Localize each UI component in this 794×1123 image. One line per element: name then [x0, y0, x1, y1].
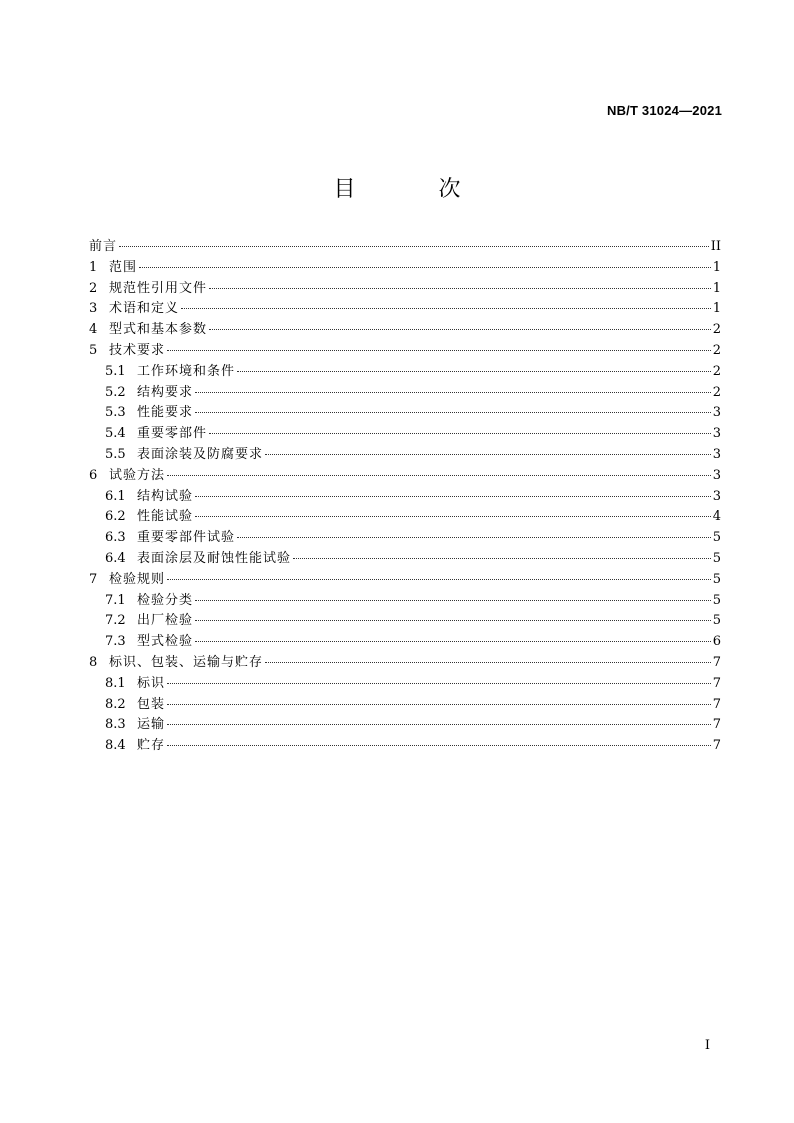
toc-entry[interactable]	[89, 507, 721, 528]
toc-entry[interactable]	[89, 341, 721, 362]
toc-entry-number: 6.3	[105, 530, 126, 546]
toc-entry-label: 表面涂装及防腐要求	[137, 446, 264, 462]
toc-leader-dots	[167, 683, 711, 684]
toc-leader-dots	[167, 745, 711, 746]
toc-entry-label: 试验方法	[109, 467, 166, 483]
toc-entry-number: 8.4	[105, 738, 126, 754]
toc-entry-page: 5	[712, 550, 721, 566]
toc-entry-page: 3	[712, 488, 721, 504]
toc-leader-dots	[237, 371, 711, 372]
page-number: I	[704, 1038, 710, 1053]
toc-entry-label: 标识、包装、运输与贮存	[109, 654, 264, 670]
toc-entry-page: 7	[712, 738, 721, 754]
toc-leader-dots	[195, 392, 711, 393]
toc-entry-page: 7	[712, 654, 721, 670]
toc-entry-label: 检验分类	[137, 592, 194, 608]
toc-entry-number: 2	[89, 280, 98, 296]
toc-entry-page: II	[710, 239, 721, 254]
toc-entry-label: 出厂检验	[137, 613, 194, 629]
toc-entry-page: 3	[712, 467, 721, 483]
toc-leader-dots	[265, 662, 711, 663]
toc-entry-label: 结构试验	[137, 488, 194, 504]
toc-entry-label: 规范性引用文件	[109, 280, 208, 296]
toc-entry[interactable]	[89, 403, 721, 424]
toc-entry[interactable]	[89, 383, 721, 404]
toc-entry-page: 1	[712, 301, 721, 317]
toc-entry-page: 2	[712, 322, 721, 338]
page-title: 目 次	[333, 177, 499, 202]
toc-entry-label: 技术要求	[109, 342, 166, 358]
toc-entry-page: 5	[712, 571, 721, 587]
toc-entry[interactable]	[89, 258, 721, 279]
toc-entry-number: 8.3	[105, 717, 126, 733]
toc-entry-label: 贮存	[137, 738, 166, 754]
toc-entry[interactable]	[89, 487, 721, 508]
toc-entry-label: 运输	[137, 717, 166, 733]
toc-entry-label: 性能要求	[137, 405, 194, 421]
toc-entry-label: 工作环境和条件	[137, 363, 236, 379]
toc-entry[interactable]	[89, 736, 721, 757]
toc-entry[interactable]	[89, 320, 721, 341]
toc-leader-dots	[195, 600, 711, 601]
toc-entry[interactable]	[89, 237, 721, 258]
toc-entry[interactable]	[89, 715, 721, 736]
toc-entry[interactable]	[89, 653, 721, 674]
toc-entry-label: 结构要求	[137, 384, 194, 400]
toc-entry-label: 重要零部件	[137, 426, 208, 442]
toc-entry-label: 表面涂层及耐蚀性能试验	[137, 550, 292, 566]
toc-leader-dots	[195, 516, 711, 517]
toc-entry-number: 6.2	[105, 509, 126, 525]
toc-entry-label: 范围	[109, 259, 138, 275]
toc-entry-page: 1	[712, 280, 721, 296]
toc-entry[interactable]	[89, 549, 721, 570]
toc-entry-page: 2	[712, 342, 721, 358]
toc-entry[interactable]	[89, 611, 721, 632]
toc-leader-dots	[167, 350, 711, 351]
toc-entry-label: 术语和定义	[109, 301, 180, 317]
toc-entry[interactable]	[89, 466, 721, 487]
toc-entry-number: 1	[89, 259, 98, 275]
toc-entry-page: 1	[712, 259, 721, 275]
toc-entry-number: 5.2	[105, 384, 126, 400]
toc-entry-page: 7	[712, 717, 721, 733]
toc-entry[interactable]	[89, 695, 721, 716]
toc-entry[interactable]	[89, 445, 721, 466]
toc-entry-number: 8.1	[105, 675, 126, 691]
toc-entry-label: 重要零部件试验	[137, 530, 236, 546]
toc-entry-page: 4	[712, 509, 721, 525]
toc-entry[interactable]	[89, 299, 721, 320]
toc-entry-label: 检验规则	[109, 571, 166, 587]
toc-entry-page: 7	[712, 675, 721, 691]
toc-entry-label: 型式和基本参数	[109, 322, 208, 338]
toc-entry[interactable]	[89, 570, 721, 591]
toc-entry[interactable]	[89, 674, 721, 695]
toc-entry-number: 5.1	[105, 363, 126, 379]
toc-entry-number: 8	[89, 654, 98, 670]
toc-leader-dots	[195, 641, 711, 642]
toc-leader-dots	[139, 267, 711, 268]
toc-entry-label: 型式检验	[137, 634, 194, 650]
toc-leader-dots	[209, 329, 711, 330]
toc-entry[interactable]	[89, 279, 721, 300]
toc-leader-dots	[195, 412, 711, 413]
toc-entry-number: 7.1	[105, 592, 126, 608]
toc-leader-dots	[195, 496, 711, 497]
toc-leader-dots	[181, 308, 711, 309]
toc-entry-label: 性能试验	[137, 509, 194, 525]
toc-entry-page: 6	[712, 634, 721, 650]
toc-entry[interactable]	[89, 591, 721, 612]
table-of-contents	[89, 237, 721, 757]
toc-leader-dots	[167, 579, 711, 580]
toc-entry-number: 7.3	[105, 634, 126, 650]
toc-leader-dots	[209, 288, 711, 289]
toc-entry[interactable]	[89, 424, 721, 445]
toc-entry-label: 包装	[137, 696, 166, 712]
toc-entry-number: 4	[89, 322, 98, 338]
standard-code: NB/T 31024—2021	[606, 103, 722, 118]
toc-leader-dots	[167, 475, 711, 476]
toc-entry-number: 3	[89, 301, 98, 317]
toc-entry-number: 5.5	[105, 446, 126, 462]
toc-leader-dots	[293, 558, 711, 559]
toc-leader-dots	[167, 724, 711, 725]
toc-entry-number: 6.1	[105, 488, 126, 504]
toc-leader-dots	[209, 433, 711, 434]
toc-entry-page: 7	[712, 696, 721, 712]
toc-leader-dots	[237, 537, 711, 538]
toc-entry-number: 7.2	[105, 613, 126, 629]
toc-entry-label: 前言	[89, 239, 118, 254]
toc-entry[interactable]	[89, 528, 721, 549]
toc-entry[interactable]	[89, 632, 721, 653]
toc-entry-number: 6	[89, 467, 98, 483]
toc-entry-page: 3	[712, 446, 721, 462]
toc-leader-dots	[119, 246, 709, 247]
toc-entry-number: 8.2	[105, 696, 126, 712]
toc-entry-number: 7	[89, 571, 98, 587]
toc-entry-page: 5	[712, 530, 721, 546]
toc-leader-dots	[195, 620, 711, 621]
toc-entry-page: 2	[712, 363, 721, 379]
toc-entry-page: 5	[712, 592, 721, 608]
toc-entry-number: 6.4	[105, 550, 126, 566]
toc-leader-dots	[265, 454, 711, 455]
toc-entry-page: 3	[712, 426, 721, 442]
toc-entry-page: 5	[712, 613, 721, 629]
toc-entry[interactable]	[89, 362, 721, 383]
toc-entry-page: 3	[712, 405, 721, 421]
toc-leader-dots	[167, 704, 711, 705]
toc-entry-number: 5.4	[105, 426, 126, 442]
toc-entry-label: 标识	[137, 675, 166, 691]
toc-entry-number: 5	[89, 342, 98, 358]
toc-entry-number: 5.3	[105, 405, 126, 421]
toc-entry-page: 2	[712, 384, 721, 400]
